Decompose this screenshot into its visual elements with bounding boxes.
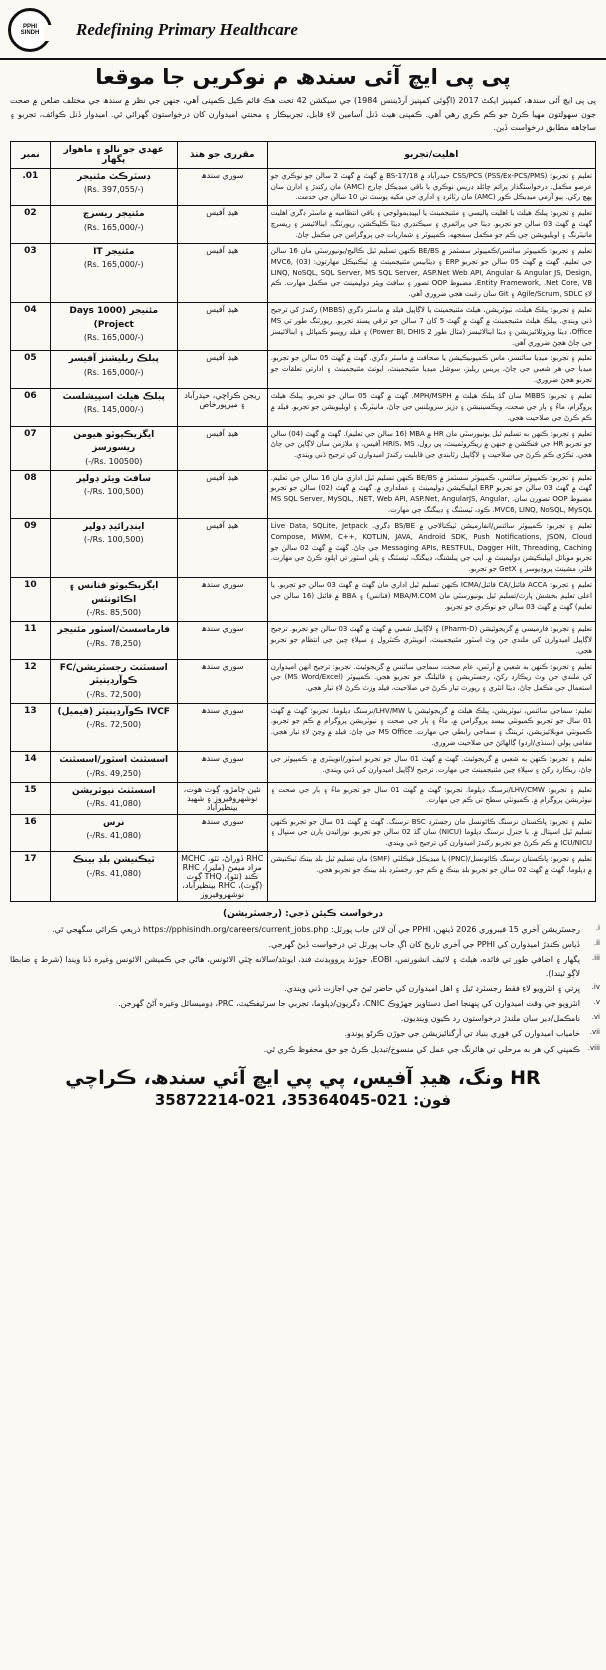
row-post [50,388,177,426]
row-place: هيڊ آفيس [177,303,267,351]
post-title: اسسٽنٽ رجسٽريشن/FC ڪوآرڊينيٽر [59,662,168,687]
row-qualification: تعلیم ۽ تجربو: پبلڪ هيلٿ يا اهليت پالیسي ۽ مئنيجمينٽ يا ايپيڊيمولوجي ۽ باقي انتظاميه ۾ ماسٽر ڊگري اهليت گهٽ ۾ گهٽ 03 سالن جو تجربو. ڊيٽا جي پرائمري ۽ سيڪنڊري ڊيٽا ڪليڪشن، رپورٽنگ، اينالائيسز ۽ ريسرچ مانيٽرنگ ۽ اويليويشن جي ڪم جو مڪمل سمجهه. ڪمپيوٽر ۽ شماريات جي پروگرامن جي مڪمل ڄاڻ. [267,206,595,244]
row-post [50,578,177,622]
logo-circle-icon [8,8,52,52]
post-pay: (Rs. 72,500/-) [86,689,142,699]
table-row [11,752,596,783]
row-place: هيڊ آفيس [177,243,267,302]
post-pay: (Rs. 100,500/-) [83,487,144,496]
row-qualification: تعلیم ۽ تجربو: پبلڪ هيلٿ، نيوٽريشن، هيلٿ مئنيجمينٽ يا لاڳاپيل فيلڊ ۾ ماسٽر ڊگري (MBBS) رکندڙ کي ترجيح ڏني ويندي. پبلڪ هيلٿ مئنيجمينٽ ۾ گهٽ ۾ گهٽ 5 کان 7 سالن جو ترقي پسند تجربو. رپورٽنگ طور تي MS Office، ڊيٽا ويزوئلائيزيشن ۽ ڊيٽا اينالائيسز (مثال طور Power BI, DHIS 2) ۽ فيلڊ روينيو ڪمپائل ۽ اينالائيسز جي ڄاڻ هجڻ ضروري آهي. [267,303,595,351]
list-item: رجسٽريشن آخري 15 فيبروري 2026 ڏينهن، PPHI جي آن لائن جاب پورٽل: https://pphisindh.org/careers/current_jobs.php ذريعي ڪرائي سگهجي ٿي. [52,925,580,935]
row-qualification: تعلیم ۽ تجربو: ڪمپيوٽر سائنس، ڪمپيوٽر سسٽمز ۾ BE/BS ڪنهن تسليم ٿيل اداري مان 16 سالن جي تعليم. گهٽ ۾ گهٽ 03 سالن جو تجربو ERP ايپليڪيشن ڊولپمينٽ ۽ عملداري ۾. گهٽ ۾ گهٽ (02) سالن جو تجربو مضبوط OOP تصورن سان. MS SQL Server, MySQL, .NET, Web API, ASP.Net, AngularJS, Angular, MVC6, LINQ, NoSQL, MySQL. ڪوڊ، ٽيسٽنگ ۽ ڊيبگنگ جي مهارت. [267,470,595,518]
table-row [11,470,596,518]
post-title: IVCF ڪوآرڊينيٽر (فيميل) [57,706,170,717]
logo-text-top: PPHI [22,23,37,30]
table-row [11,243,596,302]
table-row [11,518,596,577]
table-header-row [11,141,596,168]
row-serial: 06 [11,388,51,426]
row-qualification: تعلیم ۽ تجربو: پاڪستان نرسنگ ڪائونسل مان رجسٽرڊ BSC نرسنگ. گهٽ ۾ گهٽ 01 سال جو تجربو ڪنهن تسليم ٿيل اسپتال ۾. يا جنرل نرسنگ ڊپلوما (NICU) سان گڏ 02 سالن جو تجربو. نوزائيدن ٻارن جي سنڀال ۽ ICU/NICU ۾ ڪم ڪرڻ جو تجربو رکندڙ اميدوارن کي ترجيح ڏني ويندي. [267,814,595,852]
row-qualification: تعلیم: سماجي سائنس، نيوٽريشن، پبلڪ هيلٿ ۾ گريجوئيشن يا LHV/MW/نرسنگ ڊپلوما. تجربو: گهٽ ۾ گهٽ 01 سال جو تجربو ڪميونٽي بيسڊ پروگرامن ۾، ماءُ ۽ ٻار جي صحت ۽ نيوٽريشن پروگرام ۾ ڪم جو تجربو. ڪميونٽي موبلائيزيشن، ٽريننگ ۽ سماجي رابطي جي مهارت. MS Office جي ڄاڻ. فيلڊ ۾ وڃڻ لاءِ تيار هجي. مقامي ٻولي (سنڌي/اردو) ڳالهائڻ جي صلاحيت ضروري. [267,703,595,751]
row-qualification: تعلیم ۽ تجربو: ڪنهن به تسليم ٿيل يونيورسٽي مان HR ۾ MBA (16 سالن جي تعليم). گهٽ ۾ گهٽ (04) سالن جو تجربو HR جي فنڪشن ۾ جنهن ۾ ريڪروٽمينٽ، پي رول، HRIS، MS آفيس، ۽ ملازمن سان لاڳاپن جي ڄاڻ هجي. تڪڙي ڪم ڪرڻ جي صلاحيت ۽ لاڳاپيل رٿابندي جي قابليت رکندڙ اميدوارن کي ترجيح ڏني ويندي. [267,426,595,470]
post-pay: (Rs. 41,080/-) [86,868,142,878]
post-pay: (Rs. 78,250/-) [86,638,142,648]
row-place: سوري سندھ [177,578,267,622]
post-title: ايگزيڪيوٽو هيومن ريسورسز [73,429,155,453]
table-row [11,782,596,814]
post-pay: (-/Rs. 165,000) [83,367,144,377]
post-pay: (Rs. 72,500/-) [86,720,142,730]
table-row [11,351,596,389]
table-row [11,852,596,902]
row-serial: 09 [11,518,51,577]
row-place: سوري سندھ [177,659,267,703]
row-serial: 02 [11,206,51,244]
row-serial: 04 [11,303,51,351]
row-post [50,852,177,902]
row-post [50,752,177,783]
row-place: هيڊ آفيس [177,206,267,244]
footer-address: HR ونگ، هيڊ آفيس، پي پي ايڇ آئي سندھ، ڪراچي [65,1066,541,1089]
row-qualification: تعلیم ۽ تجربو: ڪنهن به شعبي ۾ آرٽس، عام صحت، سماجي سائنس ۾ گريجوئيٽ. تجربو: ترجيح انهن اميدوارن کي ملندي جن وٽ ريڪارڊ رکڻ، رجسٽريشن ۽ فائيلنگ جو تجربو هجي. ڪمپيوٽر (MS Word/Excel) جي استعمال جي مڪمل ڄاڻ، ڊيٽا انٽري ۽ رپورٽ تيار ڪرڻ جي صلاحيت، فيلڊ وزٽ ڪرڻ لاءِ تيار هجي. [267,659,595,703]
logo-notch [44,25,53,41]
row-place: هيڊ آفيس [177,426,267,470]
row-qualification: تعلیم ۽ تجربو: ڪمپيوٽر سائنس/انفارميشن ٽيڪنالاجي ۾ BS/BE ڊگري. Live Data, SQLite, Jetpack Compose, MWM, C++, KOTLIN, JAVA, Android SDK, Push Notifications, JSON, Cloud Messaging APIs, RESTFUL, Dagger Hilt, Threading, Caching جي ڄاڻ. گهٽ ۾ گهٽ 02 سالن جو تجربو موبائل ايپليڪيشن ڊولپمينٽ ۾. ايپ جي پبلشنگ، ڊيبگنگ، ٽيسٽنگ ۽ پلي اسٽور تي اپلوڊ ڪرڻ جي مهارت. فلٽر، مشينٽ پروڊيوسر ۽ GetX جو تجربو. [267,518,595,577]
post-pay: (Rs. 100,500/-) [83,535,144,545]
post-pay: (Rs. 41,080/-) [86,831,142,840]
post-title: اسسٽنٽ اسٽور/اسسٽنٽ [59,755,169,765]
table-row [11,622,596,660]
notes-list [0,922,606,1057]
row-post [50,243,177,302]
row-post [50,518,177,577]
table-row [11,703,596,751]
row-place: ريجن ڪراچي، حيدرآباد ۽ ميرپورخاص [177,388,267,426]
col-qualification: اهلیت/تجربو [267,141,595,168]
row-place: هيڊ آفيس [177,518,267,577]
post-title: ايگزيڪيوٽو فنانس ۽ اڪائونٽس [69,581,159,605]
row-post [50,782,177,814]
row-serial: 14 [11,752,51,783]
page-header [0,0,606,60]
post-pay: (-/Rs. 165,000) [83,222,144,232]
list-item: ڀرتي ۽ انٽرويو لاءِ فقط رجسٽرڊ ٿيل ۽ اهل اميدوارن کي حاضر ٿيڻ جي اجازت ڏني ويندي. [284,983,580,993]
row-serial: 07 [11,426,51,470]
list-item: انٽرويو جي وقت اميدوارن کي پنهنجا اصل دستاویز جهڙوڪ CNIC، ڊگريون/ڊپلوما، تجربي جا سرٽيفڪيٽ، PRC، ڊوميسائل وغيره آڻڻ گهرجن. [118,998,580,1008]
post-pay: (-/Rs. 165,000) [83,260,144,270]
row-qualification: تعلیم ۽ تجربو: فارميسي ۾ گريجوئيشن (Pharm-D) ۽ لاڳاپيل شعبي ۾ گهٽ ۾ گهٽ 03 سالن جو تجربو. ترجيح لاڳاپيل اميدوارن کي ملندي جن وٽ اسٽور مئنيجمينٽ، انوينٽري ڪنٽرول ۽ سپلاءِ چين جي انتظام جو تجربو هجي. [267,622,595,660]
post-title: ڊسٽرڪٽ مئنيجر [77,171,151,182]
apply-heading: درخواست ڪيئن ڏجي: (رجسٽريشن) [222,909,384,920]
row-serial: 13 [11,703,51,751]
list-item: نامڪمل/دير سان ملندڙ درخواستون رد ڪيون وينديون. [400,1014,580,1024]
post-title: نرس [103,817,125,828]
row-place: RHC ڏوراڻ، ٺٽو، MCHC مراد ميمڻ (ملير)، RHC ڪنڊ (ٺٽو)، THQ ڳوٺ (ڳوٺ)، RHC بينظيرآباد، نوشهروفيروز [177,852,267,902]
post-pay: (-/Rs. 165,000) [83,333,144,343]
table-row [11,659,596,703]
row-post [50,470,177,518]
row-qualification: تعلیم ۽ تجربو: ڪمپيوٽر سائنس/ڪمپيوٽر سسٽمز ۾ BE/BS ڪنهن تسليم ٿيل ڪاليج/يونيورسٽي مان 16 سالن جي تعليم. گهٽ ۾ گهٽ 05 سالن جو تجربو ERP ۽ ڊيٽابيس مئنيجمينٽ ۾. ٽيڪنيڪل مهارتون: (03) MVC6, LINQ, NoSQL, SQL Server, MS SQL Server, ASP.Net Web API, Angular & Angular JS, Design, Entity Framework, .Net Core, VB، مضبوط OOP تصور ۽ سافٽ ویئر ڊولپمينٽ جي مڪمل مهارت. ڪم لاءِ Agile/Scrum, SDLC ۽ Git سان رغبت هجي ضروري آهي. [267,243,595,302]
row-place: سوري سندھ [177,168,267,206]
table-row [11,388,596,426]
tagline: Redefining Primary Healthcare [76,20,298,39]
post-title: اينڊرائيڊ ڊولپر [83,521,145,532]
post-pay: (Rs. 49,250/-) [86,768,142,778]
row-qualification: تعلیم ۽ تجربو: ڪنهن به شعبي ۾ گريجوئيٽ. گهٽ ۾ گهٽ 01 سال جو تجربو اسٽور/انوينٽري ۾. ڪمپيوٽر جي ڄاڻ، ريڪارڊ رکڻ ۽ سپلاءِ چين مئنيجمينٽ جي مهارت. ترجيح لاڳاپيل اميدوارن کي ڏني ويندي. [267,752,595,783]
row-place: سوري سندھ [177,814,267,852]
post-title: پبلڪ هيلٿ اسپيشلسٽ [62,391,165,402]
post-title: مئنيجر (1000 Days Project) [69,306,159,330]
post-pay: (Rs. 85,500/-) [86,608,142,618]
row-post [50,206,177,244]
row-post [50,303,177,351]
table-row [11,303,596,351]
row-place: سوري سندھ [177,622,267,660]
post-pay: (Rs. 41,080/-) [86,799,142,808]
row-serial: 17 [11,852,51,902]
col-sr: نمبر [11,141,51,168]
jobs-table [10,141,596,902]
footer-phone: فون: 021-35364045، 021-35872214 [154,1090,452,1109]
logo-text-bottom: SINDH [20,30,40,36]
row-place: هيڊ آفيس [177,351,267,389]
row-serial: 01. [11,168,51,206]
jobs-table-body [11,168,596,901]
list-item: ڪمپني کي هر به مرحلي تي هائرنگ جي عمل کي منسوخ/تبديل ڪرڻ جو حق محفوظ ڪري ٿي. [263,1044,580,1054]
list-item: خامياب اميدوارن کي فوري بنياد تي آرگنائيزيشن جي جوڙن ڪرڻو پوندو. [344,1029,580,1039]
post-title: مئنيجر ريسرچ [82,209,145,220]
col-place: مقرری جو هنڌ [177,141,267,168]
post-title: فارماسسٽ/اسٽور مئنيجر [57,625,170,636]
post-title: اسسٽنٽ نيوٽريشن [72,785,156,796]
row-serial: 16 [11,814,51,852]
post-pay: (Rs. 100500/-) [85,456,143,466]
row-serial: 08 [11,470,51,518]
post-pay: (-/Rs. 397,055) [83,185,144,195]
row-qualification: تعلیم ۽ تجربو: LHV/CMW/نرسنگ ڊپلوما. تجربو: گهٽ ۾ گهٽ 01 سال جو تجربو ماءُ ۽ ٻار جي صحت ۽ نيوٽريشن پروگرام ۾. ڪميونٽي سطح تي ڪم جي مهارت. [267,782,595,814]
row-place: سوري سندھ [177,703,267,751]
post-title: پبلڪ ريليشنز آفيسر [68,354,159,365]
row-post [50,814,177,852]
col-post: عهدي جو نالو ۽ ماهوار پگهار [50,141,177,168]
list-item: پگهار ۽ اضافي طور تي فائده، هيلٿ ۽ لائيف انشورنس، EOBI، جوڙند پروويڊنٽ فنڊ، ايونٽڊ/سالانه ڇٽي الائونس، هاڻي جي ڪميشن الائونس وغيره ڏنا ويندا (شرط ۽ ضابطا لاڳو ٿيندا). [10,955,581,978]
table-row [11,578,596,622]
table-row [11,206,596,244]
row-post [50,703,177,751]
row-qualification: تعلیم ۽ تجربو: ميڊيا سائنسز، ماس ڪميونيڪيشن يا صحافت ۾ ماسٽر ڊگري. گهٽ ۾ گهٽ 05 سالن جو تجربو. ميڊيا جي هر شعبي جي ڄاڻ، پريس ريليز، سوشل ميڊيا مئنيجمينٽ، ايونٽ مئنيجمينٽ ۽ ادارتي تعلقات جو تجربو هجڻ ضروري. [267,351,595,389]
row-qualification: تعلیم ۽ تجربو: ACCA فائنل/CA فائنل/ICMA ڪنهن تسليم ٿيل اداري مان گهٽ ۾ گهٽ 03 سالن جو تجربو. يا اعلى تعليم بخشش پارٽ/تسليم ٿيل يونيورسٽي مان MBA/M.COM (فنانس) ۽ BBA ۾ فائنل (16 سالن جي تعليم) گهٽ ۾ گهٽ 03 سالن جو نوڪري جو تجربو. [267,578,595,622]
row-place: نئين ڄامڙو، ڳوٺ هوت، نوشهروفيروز ۽ شهيد بينظيرآباد [177,782,267,814]
post-title: ٽيڪنيشن بلڊ بينڪ [72,855,155,866]
page-title: پی پی ایچ آئی سندھ م نوکریں جا موقعا [95,65,511,89]
list-item: ڏياس ڪندڙ اميدوارن کي PPHI جي آخري تاريخ کان اڳ جاب پورٽل تي درخواست ڏيڻ گهرجي. [268,940,580,950]
row-serial: 10 [11,578,51,622]
row-post [50,659,177,703]
table-row [11,814,596,852]
table-row [11,168,596,206]
post-title: سافٽ ويئر ڊولپر [76,473,151,484]
row-place: سوري سندھ [177,752,267,783]
row-place: هيڊ آفيس [177,470,267,518]
row-post [50,622,177,660]
post-title: مئنيجر IT [93,246,135,257]
row-serial: 12 [11,659,51,703]
row-serial: 05 [11,351,51,389]
row-post [50,426,177,470]
row-qualification: تعلیم ۽ تجربو: CSS/PCS (PSS/Ex-PCS/PMS) حيدرآباد ۾ BS-17/18 ۾ گهٽ ۾ گهٽ 2 سالن جو نوڪري جو عرصو مڪمل. درخواستگذار پرائم چائلڊ ڊريس نوڪري يا باقي ميڊيڪل چارج (AMC) مان رکندڙ ۽ ادارن سان پهچ رکي. ٻيو آرمي ميڊيڪل ڪور (AMC) مان رٽائرڊ ۽ اداري جي مکيه پوسٽ تي 10 سالن جي خدمت. [267,168,595,206]
row-post [50,351,177,389]
post-pay: (-/Rs. 145,000) [83,405,144,415]
pphi-logo [8,6,66,54]
intro-paragraph: پی پی ایچ آئی سندھ، کمپنیز ایکٹ 2017 (اڳوئی کمپنیز آرڈیننس 1984) جي سیکشن 42 تحت هڪ قائم ڪیل ڪمپنی آهي، جنهن جي نظر ۾ سندھ جي مختلف ضلعن ۾ صحت جون سهولتون مهیا ڪرڻ جو ڪم ڪري رهي آهي. ڪمپنی هيٺ ڏنل آسامين لاءِ قابل، تجربيڪار ۽ محنتي اميدوارن کان درخواستون گهرائي ٿي. اميدوار ڏنل ڪوائف، تجربو ۽ ساڃاهه مطابق درخواست ڏين. [10,96,597,133]
row-serial: 11 [11,622,51,660]
row-serial: 15 [11,782,51,814]
row-qualification: تعلیم ۽ تجربو: MBBS سان گڏ پبلڪ هيلٿ ۾ MPH/MSPH. گهٽ ۾ گهٽ 05 سالن جو تجربو. پبلڪ هيلٿ پروگرام، ماءُ ۽ ٻار جي صحت، ويڪسينيشن ۽ ڊزيز سرويلنس جي ڄاڻ، مانيٽرنگ ۽ اويليويشن جو تجربو. فيلڊ ۾ ڪم ڪرڻ جي صلاحيت هجي. [267,388,595,426]
table-row [11,426,596,470]
row-qualification: تعلیم ۽ تجربو: پاڪستان نرسنگ ڪائونسل/(PNC) يا ميڊيڪل فيڪلٽي (SMF) مان تسليم ٿيل بلڊ بينڪ ٽيڪنيشن ۾ ڊپلوما. گهٽ ۾ گهٽ 02 سالن جو تجربو بلڊ بينڪ ۾ ڪم جو. رجسٽرڊ بلڊ بينڪ جو تجربو هجي. [267,852,595,902]
row-post [50,168,177,206]
row-serial: 03 [11,243,51,302]
